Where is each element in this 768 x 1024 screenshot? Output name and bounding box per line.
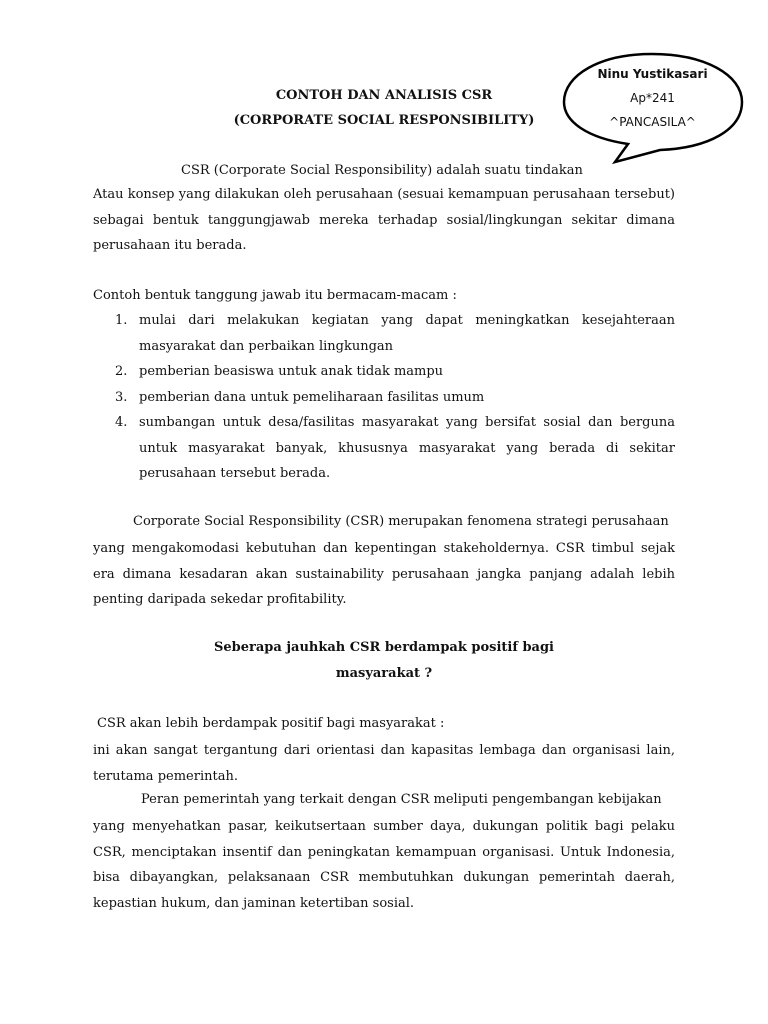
government-first-line: Peran pemerintah yang terkait dengan CSR meliputi pengembangan kebijakan (141, 792, 662, 807)
list-text: sumbangan untuk desa/fasilitas masyarakat yang bersifat sosial dan berguna untuk masyarakat banyak, khususnya masyarakat yang berada di sekitar perusahaan tersebut berada. (139, 415, 675, 481)
list-text: pemberian dana untuk pemeliharaan fasilitas umum (139, 389, 485, 405)
list-number: 1. (115, 313, 128, 328)
list-text: mulai dari melakukan kegiatan yang dapat meningkatkan kesejahteraan masyarakat dan perbaikan lingkungan (139, 313, 675, 354)
list-item (93, 359, 675, 385)
question-heading-cont: masyarakat ? (335, 666, 433, 681)
document-subtitle: (CORPORATE SOCIAL RESPONSIBILITY) (233, 113, 535, 128)
author-code: Ap*241 (630, 91, 675, 105)
csr-paragraph: yang mengakomodasi kebutuhan dan kepentingan stakeholdernya. CSR timbul sejak era dimana kesadaran akan sustainability perusahaan jangka panjang adalah lebih penting daripada sekedar profitability. (93, 541, 675, 607)
list-item (93, 410, 675, 487)
list-number: 2. (115, 364, 128, 379)
list-item (93, 385, 675, 411)
list-number: 3. (115, 389, 128, 405)
list-number: 4. (115, 415, 128, 430)
intro-paragraph: Atau konsep yang dilakukan oleh perusahaan (sesuai kemampuan perusahaan tersebut) sebagai bentuk tanggungjawab mereka terhadap sosial/lingkungan sekitar dimana perusahaan itu berada. (93, 187, 675, 253)
list-text: pemberian beasiswa untuk anak tidak mampu (139, 364, 444, 379)
examples-lead: Contoh bentuk tanggung jawab itu bermacam-macam : (93, 288, 457, 303)
government-paragraph: yang menyehatkan pasar, keikutsertaan sumber daya, dukungan politik bagi pelaku CSR, menciptakan insentif dan peningkatan kemampuan organisasi. Untuk Indonesia, bisa dibayangkan, pelaksanaan CSR membutuhkan dukungan pemerintah daerah, kepastian hukum, dan jaminan ketertiban sosial. (93, 819, 675, 911)
author-name: Ninu Yustikasari (597, 67, 708, 81)
question-heading: Seberapa jauhkah CSR berdampak positif bagi (214, 640, 554, 655)
document-title: CONTOH DAN ANALISIS CSR (275, 88, 493, 103)
author-group: ^PANCASILA^ (609, 115, 696, 129)
list-item (93, 308, 675, 359)
intro-first-line: CSR (Corporate Social Responsibility) adalah suatu tindakan (181, 163, 583, 178)
answer-paragraph: ini akan sangat tergantung dari orientasi dan kapasitas lembaga dan organisasi lain, terutama pemerintah. (93, 743, 675, 784)
examples-list (93, 308, 675, 487)
csr-first-line: Corporate Social Responsibility (CSR) merupakan fenomena strategi perusahaan (133, 514, 669, 529)
speech-bubble-note (560, 50, 745, 165)
answer-first-line: CSR akan lebih berdampak positif bagi masyarakat : (97, 716, 445, 731)
